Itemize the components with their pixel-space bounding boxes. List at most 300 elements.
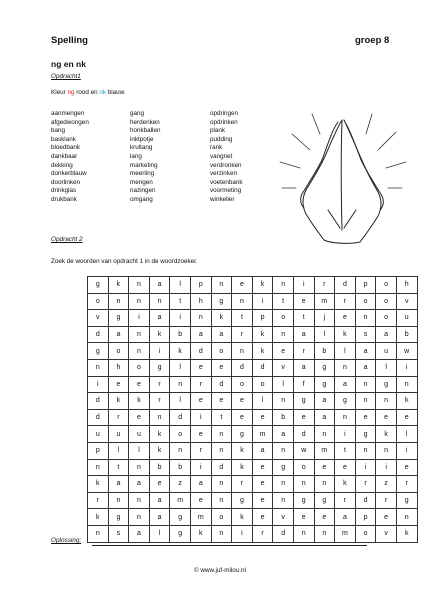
grid-cell[interactable]: e xyxy=(252,476,273,493)
footer-copyright: © www.juf-milou.nl xyxy=(194,567,246,574)
grid-cell[interactable]: n xyxy=(232,343,253,360)
grid-cell[interactable]: k xyxy=(396,393,417,410)
grid-cell[interactable]: g xyxy=(314,492,335,509)
grid-cell[interactable]: k xyxy=(252,326,273,343)
word-item: drukbank xyxy=(51,195,77,203)
grid-cell[interactable]: n xyxy=(108,492,129,509)
grid-cell[interactable]: d xyxy=(355,492,376,509)
grid-cell[interactable]: v xyxy=(273,359,294,376)
grid-cell[interactable]: g xyxy=(335,393,356,410)
grid-cell[interactable]: i xyxy=(88,376,109,393)
grid-cell[interactable]: n xyxy=(355,393,376,410)
grid-cell[interactable]: v xyxy=(396,293,417,310)
grid-cell[interactable]: b xyxy=(273,409,294,426)
grid-cell[interactable]: n xyxy=(108,293,129,310)
grid-cell[interactable]: z xyxy=(170,476,191,493)
grid-cell[interactable]: d xyxy=(293,426,314,443)
grid-cell[interactable]: a xyxy=(252,442,273,459)
grid-cell[interactable]: m xyxy=(314,442,335,459)
grid-cell[interactable]: n xyxy=(211,426,232,443)
grid-cell[interactable]: e xyxy=(129,376,150,393)
grid-cell[interactable]: i xyxy=(376,459,397,476)
grid-cell[interactable]: n xyxy=(88,459,109,476)
grid-cell[interactable]: m xyxy=(335,525,356,542)
grid-cell[interactable]: o xyxy=(273,310,294,327)
grid-cell[interactable]: o xyxy=(376,277,397,294)
grid-cell[interactable]: d xyxy=(232,359,253,376)
grid-cell[interactable]: n xyxy=(211,442,232,459)
grid-cell[interactable]: e xyxy=(190,426,211,443)
grid-cell[interactable]: g xyxy=(273,459,294,476)
word-item: gang xyxy=(130,110,145,117)
grid-cell[interactable]: o xyxy=(252,376,273,393)
grid-cell[interactable]: k xyxy=(232,509,253,526)
grid-cell[interactable]: n xyxy=(293,525,314,542)
grid-cell[interactable]: e xyxy=(293,509,314,526)
grid-cell[interactable]: t xyxy=(108,459,129,476)
grid-cell[interactable]: i xyxy=(190,459,211,476)
grid-cell[interactable]: d xyxy=(335,277,356,294)
grid-cell[interactable]: o xyxy=(355,525,376,542)
grid-cell[interactable]: n xyxy=(355,376,376,393)
grid-cell[interactable]: g xyxy=(170,525,191,542)
grid-cell[interactable]: o xyxy=(211,343,232,360)
grid-cell[interactable]: a xyxy=(190,326,211,343)
grid-cell[interactable]: e xyxy=(273,343,294,360)
grid-cell[interactable]: b xyxy=(170,459,191,476)
grid-cell[interactable]: r xyxy=(252,525,273,542)
grid-cell[interactable]: k xyxy=(149,426,170,443)
grid-cell[interactable]: l xyxy=(273,376,294,393)
grid-cell[interactable]: e xyxy=(232,409,253,426)
grid-cell[interactable]: g xyxy=(293,393,314,410)
grid-cell[interactable]: e xyxy=(252,409,273,426)
grid-cell[interactable]: g xyxy=(211,293,232,310)
grid-cell[interactable]: m xyxy=(252,426,273,443)
grid-cell[interactable]: n xyxy=(232,293,253,310)
grid-cell[interactable]: k xyxy=(108,277,129,294)
grid-cell[interactable]: n xyxy=(211,476,232,493)
grid-cell[interactable]: d xyxy=(88,393,109,410)
grid-cell[interactable]: n xyxy=(190,310,211,327)
grid-cell[interactable]: e xyxy=(293,409,314,426)
grid-cell[interactable]: a xyxy=(314,409,335,426)
grid-cell[interactable]: n xyxy=(129,492,150,509)
grid-cell[interactable]: e xyxy=(108,376,129,393)
grid-cell[interactable]: k xyxy=(149,442,170,459)
grid-cell[interactable]: i xyxy=(129,310,150,327)
grid-cell[interactable]: m xyxy=(314,293,335,310)
grid-cell[interactable]: e xyxy=(335,459,356,476)
grid-cell[interactable]: d xyxy=(190,343,211,360)
grid-cell[interactable]: p xyxy=(190,277,211,294)
grid-cell[interactable]: i xyxy=(396,442,417,459)
grid-cell[interactable]: n xyxy=(273,277,294,294)
grid-cell[interactable]: u xyxy=(129,426,150,443)
grid-cell[interactable]: r xyxy=(190,376,211,393)
grid-cell[interactable]: n xyxy=(211,525,232,542)
grid-cell[interactable]: e xyxy=(211,393,232,410)
grid-cell[interactable]: e xyxy=(355,409,376,426)
grid-cell[interactable]: f xyxy=(293,376,314,393)
grid-cell[interactable]: o xyxy=(293,459,314,476)
grid-cell[interactable]: l xyxy=(149,525,170,542)
grid-cell[interactable]: d xyxy=(88,326,109,343)
worksheet-title: Spelling xyxy=(51,35,88,46)
group-label: groep 8 xyxy=(355,35,390,46)
grid-cell[interactable]: l xyxy=(335,343,356,360)
opdracht1-heading: Opdracht1 xyxy=(51,73,81,80)
grid-cell[interactable]: k xyxy=(335,476,356,493)
grid-cell[interactable]: r xyxy=(355,476,376,493)
grid-cell[interactable]: r xyxy=(108,409,129,426)
word-item: basklank xyxy=(51,135,76,143)
word-column-2 xyxy=(130,110,160,205)
grid-cell[interactable]: v xyxy=(273,509,294,526)
grid-cell[interactable]: n xyxy=(314,476,335,493)
grid-cell[interactable]: o xyxy=(376,293,397,310)
grid-cell[interactable]: i xyxy=(335,426,356,443)
word-item: inktpotje xyxy=(130,135,154,143)
grid-cell[interactable]: n xyxy=(129,326,150,343)
grid-cell[interactable]: n xyxy=(396,376,417,393)
grid-cell[interactable]: d xyxy=(273,525,294,542)
grid-cell[interactable]: e xyxy=(252,459,273,476)
grid-cell[interactable]: o xyxy=(108,343,129,360)
grid-cell[interactable]: r xyxy=(232,476,253,493)
grid-cell[interactable]: l xyxy=(376,359,397,376)
grid-cell[interactable]: g xyxy=(108,509,129,526)
grid-cell[interactable]: g xyxy=(355,426,376,443)
grid-cell[interactable]: j xyxy=(314,310,335,327)
word-item: opdrinken xyxy=(210,118,238,126)
grid-cell[interactable]: n xyxy=(314,426,335,443)
grid-cell[interactable]: o xyxy=(170,426,191,443)
grid-cell[interactable]: e xyxy=(190,359,211,376)
grid-cell[interactable]: d xyxy=(170,409,191,426)
grid-row xyxy=(88,525,418,542)
grid-cell[interactable]: n xyxy=(355,310,376,327)
grid-cell[interactable]: g xyxy=(293,492,314,509)
grid-cell[interactable]: n xyxy=(88,359,109,376)
grid-cell[interactable]: d xyxy=(88,409,109,426)
word-item: doorlinken xyxy=(51,178,81,186)
grid-cell[interactable]: n xyxy=(314,525,335,542)
word-item: dankbaar xyxy=(51,152,78,160)
grid-cell[interactable]: e xyxy=(232,393,253,410)
grid-row xyxy=(88,476,418,493)
grid-cell[interactable]: a xyxy=(335,509,356,526)
grid-cell[interactable]: a xyxy=(190,476,211,493)
grid-cell[interactable]: n xyxy=(129,293,150,310)
grid-cell[interactable]: k xyxy=(88,476,109,493)
grid-cell[interactable]: k xyxy=(252,277,273,294)
grid-cell[interactable]: g xyxy=(314,359,335,376)
grid-cell[interactable]: g xyxy=(232,492,253,509)
grid-cell[interactable]: n xyxy=(273,326,294,343)
grid-cell[interactable]: i xyxy=(293,277,314,294)
grid-cell[interactable]: w xyxy=(396,343,417,360)
grid-cell[interactable]: v xyxy=(88,310,109,327)
grid-cell[interactable]: k xyxy=(149,326,170,343)
grid-cell[interactable]: r xyxy=(293,343,314,360)
grid-cell[interactable]: n xyxy=(211,277,232,294)
grid-cell[interactable]: r xyxy=(88,492,109,509)
grid-cell[interactable]: k xyxy=(108,393,129,410)
grid-cell[interactable]: r xyxy=(149,376,170,393)
grid-cell[interactable]: o xyxy=(88,293,109,310)
grid-cell[interactable]: n xyxy=(273,442,294,459)
grid-cell[interactable]: e xyxy=(293,293,314,310)
grid-cell[interactable]: b xyxy=(396,326,417,343)
grid-cell[interactable]: m xyxy=(170,492,191,509)
grid-cell[interactable]: a xyxy=(108,476,129,493)
grid-cell[interactable]: l xyxy=(170,277,191,294)
grid-row xyxy=(88,277,418,294)
word-item: verdronken xyxy=(210,161,242,169)
grid-cell[interactable]: k xyxy=(129,393,150,410)
grid-cell[interactable]: d xyxy=(252,359,273,376)
grid-cell[interactable]: t xyxy=(211,409,232,426)
word-item: voetenbank xyxy=(210,178,243,186)
grid-cell[interactable]: k xyxy=(170,343,191,360)
grid-cell[interactable]: t xyxy=(232,310,253,327)
grid-cell[interactable]: l xyxy=(108,442,129,459)
grid-cell[interactable]: e xyxy=(396,409,417,426)
grid-cell[interactable]: e xyxy=(211,359,232,376)
word-item: nazingen xyxy=(130,187,156,195)
grid-cell[interactable]: n xyxy=(376,442,397,459)
grid-cell[interactable]: o xyxy=(211,509,232,526)
nk-blue-label: nk xyxy=(99,89,106,96)
oplossing-answer-line[interactable] xyxy=(92,545,367,546)
grid-cell[interactable]: s xyxy=(355,326,376,343)
grid-row xyxy=(88,393,418,410)
grid-cell[interactable]: k xyxy=(335,326,356,343)
grid-cell[interactable]: h xyxy=(396,277,417,294)
grid-cell[interactable]: t xyxy=(293,310,314,327)
grid-cell[interactable]: n xyxy=(273,492,294,509)
grid-cell[interactable]: n xyxy=(129,343,150,360)
grid-row xyxy=(88,442,418,459)
grid-cell[interactable]: t xyxy=(335,442,356,459)
word-item: winkelier xyxy=(210,195,235,203)
instruction-text-3: blauw. xyxy=(105,89,126,96)
grid-cell[interactable]: k xyxy=(190,525,211,542)
grid-cell[interactable]: a xyxy=(149,509,170,526)
grid-cell[interactable]: e xyxy=(376,509,397,526)
grid-cell[interactable]: m xyxy=(190,509,211,526)
grid-cell[interactable]: n xyxy=(335,359,356,376)
grid-cell[interactable]: r xyxy=(335,293,356,310)
word-item: mengen xyxy=(130,178,153,186)
grid-cell[interactable]: r xyxy=(335,492,356,509)
grid-cell[interactable]: n xyxy=(149,409,170,426)
word-item: rank xyxy=(210,144,223,152)
grid-cell[interactable]: k xyxy=(396,525,417,542)
grid-cell[interactable]: e xyxy=(252,509,273,526)
grid-cell[interactable]: l xyxy=(252,393,273,410)
grid-cell[interactable]: n xyxy=(170,376,191,393)
word-item: opdringen xyxy=(210,110,239,117)
grid-cell[interactable]: e xyxy=(129,409,150,426)
grid-cell[interactable]: a xyxy=(293,359,314,376)
grid-cell[interactable]: k xyxy=(252,343,273,360)
grid-cell[interactable]: n xyxy=(170,442,191,459)
grid-cell[interactable]: g xyxy=(232,426,253,443)
grid-cell[interactable]: o xyxy=(355,293,376,310)
grid-cell[interactable]: n xyxy=(396,509,417,526)
grid-cell[interactable]: r xyxy=(149,393,170,410)
grid-cell[interactable]: n xyxy=(129,277,150,294)
word-search-grid[interactable] xyxy=(87,276,418,543)
grid-cell[interactable]: e xyxy=(314,459,335,476)
grid-cell[interactable]: a xyxy=(129,476,150,493)
word-item: honkballen xyxy=(130,127,161,135)
grid-cell[interactable]: a xyxy=(293,326,314,343)
grid-cell[interactable]: n xyxy=(88,525,109,542)
grid-cell[interactable]: z xyxy=(376,476,397,493)
grid-cell[interactable]: u xyxy=(376,343,397,360)
grid-cell[interactable]: a xyxy=(108,326,129,343)
grid-cell[interactable]: p xyxy=(355,277,376,294)
grid-cell[interactable]: i xyxy=(252,293,273,310)
grid-cell[interactable]: i xyxy=(232,525,253,542)
grid-cell[interactable]: n xyxy=(376,393,397,410)
grid-row xyxy=(88,492,418,509)
grid-cell[interactable]: n xyxy=(149,293,170,310)
grid-cell[interactable]: l xyxy=(170,359,191,376)
grid-cell[interactable]: h xyxy=(190,293,211,310)
grid-cell[interactable]: i xyxy=(396,359,417,376)
grid-cell[interactable]: a xyxy=(129,525,150,542)
grid-cell[interactable]: n xyxy=(273,393,294,410)
grid-cell[interactable]: r xyxy=(190,442,211,459)
grid-cell[interactable]: n xyxy=(129,459,150,476)
grid-cell[interactable]: e xyxy=(190,492,211,509)
grid-cell[interactable]: b xyxy=(149,459,170,476)
grid-cell[interactable]: g xyxy=(396,492,417,509)
grid-cell[interactable]: p xyxy=(252,310,273,327)
grid-cell[interactable]: n xyxy=(211,492,232,509)
grid-cell[interactable]: k xyxy=(232,442,253,459)
grid-cell[interactable]: a xyxy=(355,359,376,376)
grid-cell[interactable]: p xyxy=(88,442,109,459)
grid-cell[interactable]: d xyxy=(211,459,232,476)
worksheet-subtitle: ng en nk xyxy=(51,59,86,69)
grid-cell[interactable]: s xyxy=(108,525,129,542)
grid-cell[interactable]: n xyxy=(355,442,376,459)
grid-cell[interactable]: g xyxy=(88,277,109,294)
word-column-1 xyxy=(51,110,89,205)
grid-cell[interactable]: o xyxy=(129,359,150,376)
grid-cell[interactable]: o xyxy=(376,310,397,327)
grid-cell[interactable]: e xyxy=(149,476,170,493)
grid-row xyxy=(88,459,418,476)
grid-cell[interactable]: a xyxy=(211,326,232,343)
grid-cell[interactable]: k xyxy=(376,426,397,443)
grid-cell[interactable]: k xyxy=(211,310,232,327)
word-item: aanmengen xyxy=(51,110,85,117)
opdracht2-instruction: Zoek de woorden van opdracht 1 in de woordzoeker. xyxy=(51,258,198,265)
grid-cell[interactable]: l xyxy=(170,393,191,410)
grid-cell[interactable]: r xyxy=(396,476,417,493)
grid-cell[interactable]: n xyxy=(335,409,356,426)
grid-cell[interactable]: l xyxy=(129,442,150,459)
word-item: donkerblauw xyxy=(51,170,87,178)
grid-cell[interactable]: k xyxy=(232,459,253,476)
grid-cell[interactable]: g xyxy=(108,310,129,327)
grid-cell[interactable]: e xyxy=(335,310,356,327)
grid-cell[interactable]: i xyxy=(190,409,211,426)
grid-cell[interactable]: a xyxy=(376,326,397,343)
grid-cell[interactable]: t xyxy=(273,293,294,310)
grid-cell[interactable]: i xyxy=(355,459,376,476)
grid-cell[interactable]: g xyxy=(149,359,170,376)
grid-cell[interactable]: w xyxy=(293,442,314,459)
grid-cell[interactable]: b xyxy=(170,326,191,343)
grid-cell[interactable]: a xyxy=(149,277,170,294)
grid-cell[interactable]: u xyxy=(108,426,129,443)
grid-cell[interactable]: a xyxy=(149,310,170,327)
grid-cell[interactable]: n xyxy=(273,476,294,493)
grid-row xyxy=(88,343,418,360)
grid-cell[interactable]: e xyxy=(252,492,273,509)
grid-cell[interactable]: e xyxy=(314,509,335,526)
grid-cell[interactable]: b xyxy=(314,343,335,360)
grid-cell[interactable]: v xyxy=(376,525,397,542)
ng-red-label: ng xyxy=(67,89,75,96)
word-item: krultang xyxy=(130,144,153,152)
grid-cell[interactable]: g xyxy=(314,376,335,393)
grid-cell[interactable]: e xyxy=(190,393,211,410)
grid-cell[interactable]: d xyxy=(211,376,232,393)
grid-cell[interactable]: r xyxy=(232,326,253,343)
grid-cell[interactable]: i xyxy=(149,343,170,360)
grid-cell[interactable]: r xyxy=(376,492,397,509)
grid-cell[interactable]: l xyxy=(314,326,335,343)
grid-cell[interactable]: e xyxy=(396,459,417,476)
grid-cell[interactable]: u xyxy=(396,310,417,327)
grid-cell[interactable]: a xyxy=(355,343,376,360)
grid-cell[interactable]: e xyxy=(376,409,397,426)
grid-cell[interactable]: n xyxy=(129,509,150,526)
grid-cell[interactable]: l xyxy=(396,426,417,443)
word-item: bloedbank xyxy=(51,144,81,152)
grid-row xyxy=(88,293,418,310)
grid-cell[interactable]: k xyxy=(88,509,109,526)
grid-cell[interactable]: i xyxy=(170,310,191,327)
grid-cell[interactable]: t xyxy=(170,293,191,310)
grid-cell[interactable]: u xyxy=(88,426,109,443)
word-item: marketing xyxy=(130,161,158,169)
grid-cell[interactable]: o xyxy=(232,376,253,393)
grid-cell[interactable]: a xyxy=(335,376,356,393)
grid-cell[interactable]: e xyxy=(232,277,253,294)
grid-row xyxy=(88,409,418,426)
grid-cell[interactable]: r xyxy=(314,277,335,294)
grid-cell[interactable]: p xyxy=(355,509,376,526)
grid-cell[interactable]: g xyxy=(88,343,109,360)
word-item: afgedwongen xyxy=(51,118,89,126)
grid-cell[interactable]: a xyxy=(314,393,335,410)
grid-cell[interactable]: a xyxy=(273,426,294,443)
grid-cell[interactable]: a xyxy=(149,492,170,509)
grid-cell[interactable]: n xyxy=(293,476,314,493)
grid-cell[interactable]: h xyxy=(108,359,129,376)
grid-cell[interactable]: g xyxy=(376,376,397,393)
grid-cell[interactable]: g xyxy=(170,509,191,526)
